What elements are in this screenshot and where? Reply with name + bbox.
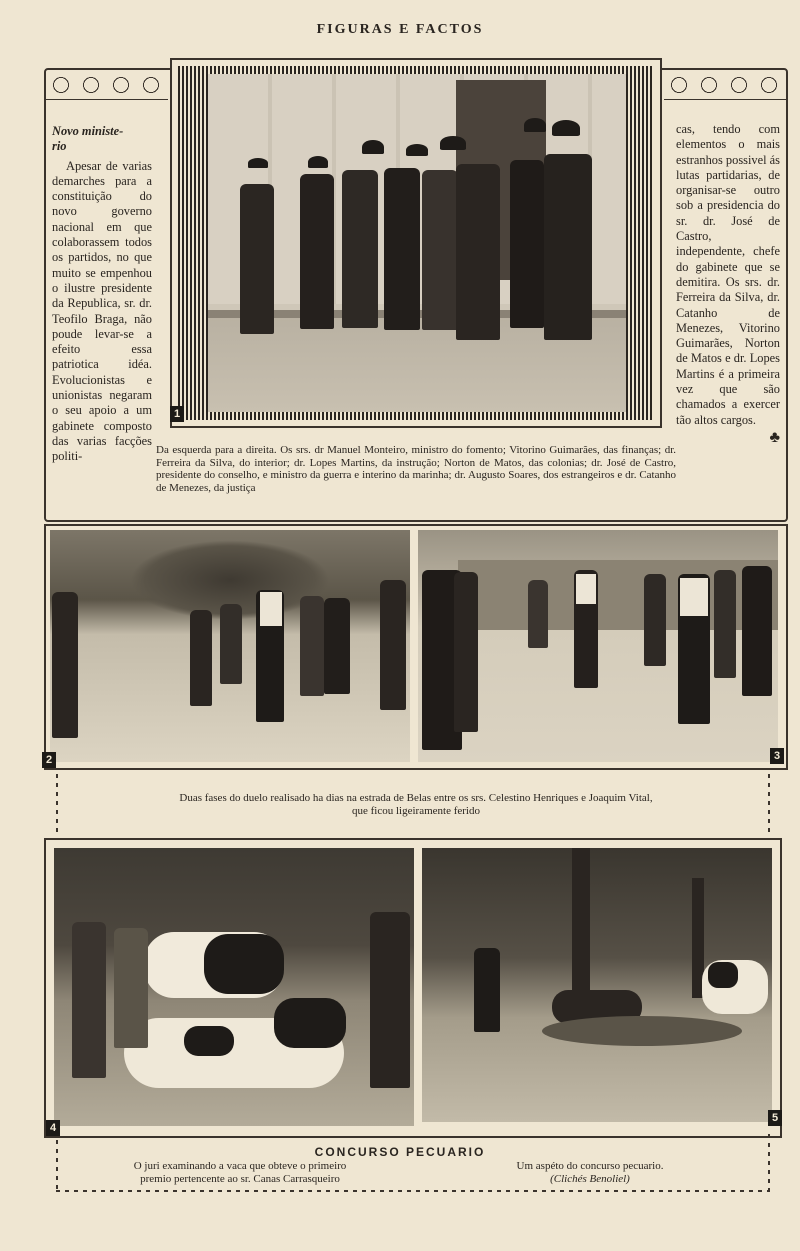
duel-caption-line1: Duas fases do duelo realisado ha dias na estrada de Belas entre os srs. Celestino Henriques e Joaquim Vital,: [179, 792, 653, 804]
right-ornament: [664, 70, 786, 100]
photo2-witness-2: [220, 604, 242, 684]
photo1-man-1: [240, 184, 274, 334]
photo1-man-5: [422, 170, 458, 330]
photo1-man-8: [544, 154, 592, 340]
photo3-duel-phase-2: [418, 530, 778, 762]
article-heading: Novo ministe- rio: [52, 124, 124, 154]
page-masthead: FIGURAS E FACTOS: [316, 22, 484, 37]
photo1-man-7: [510, 160, 544, 328]
article-left-text: Apesar de varias demarches para a constituição do novo governo nacional em que colaborassem todos os partidos, no que muito se empenhou o ilustre presidente da Republica, sr. dr. Teofilo Braga, não poude levar-se a efeito essa patriotica idéa. Evolucionistas e unionistas negaram o seu apoio a um gabinete composto das varias facções politi-: [52, 158, 152, 464]
left-ornament: [46, 70, 168, 100]
duel-caption-line2: que ficou ligeiramente ferido: [352, 804, 480, 817]
concurso-caption-right: [460, 1160, 720, 1185]
photo5-number: 5: [768, 1110, 782, 1126]
concurso-caption-left-line2: premio pertencente ao sr. Canas Carrasqueiro: [140, 1172, 340, 1185]
concurso-title: CONCURSO PECUARIO: [314, 1145, 486, 1159]
photo1-man-2: [300, 174, 334, 329]
article-right-column: [676, 122, 780, 445]
concurso-caption-left: [80, 1160, 400, 1185]
photo1-man-4: [384, 168, 420, 330]
photo3-number: 3: [770, 748, 784, 764]
article-left-column: [52, 124, 152, 465]
photo4-number: 4: [46, 1120, 60, 1136]
concurso-caption-left-line1: O juri examinando a vaca que obteve o primeiro: [133, 1160, 347, 1172]
photo3-witness-6: [742, 566, 772, 696]
photo1-caption: Da esquerda para a direita. Os srs. dr Manuel Monteiro, ministro do fomento; Vitorino Guimarães, das finanças; dr. Ferreira da Silva, do interior; dr. Lopes Martins, da instrução; Norton de Matos, das colonias; dr. José de Castro, presidente do conselho, e ministro da guerra e interino da marinha; dr. Augusto Soares, dos estrangeiros e dr. Catanho de Menezes, da justiça: [156, 444, 676, 494]
photo1-man-6: [456, 164, 500, 340]
photo2-witness-1: [52, 592, 78, 738]
photo1-man-3: [342, 170, 378, 328]
photo4-jury-member-3: [370, 912, 410, 1088]
photo3-witness-2: [454, 572, 478, 732]
photo2-number: 2: [42, 752, 56, 768]
duel-caption: [70, 792, 762, 817]
photo1-number: 1: [170, 406, 184, 422]
photo2-witness-5: [380, 580, 406, 710]
photo2-witness-4: [324, 598, 350, 694]
photo3-witness-4: [644, 574, 666, 666]
photo4-jury-member-1: [72, 922, 106, 1078]
photo4-jury-member-2: [114, 928, 148, 1048]
photo4-jury-cow: [54, 848, 414, 1126]
photo5-visitor: [474, 948, 500, 1032]
photo2-witness-3: [300, 596, 324, 696]
photo2-duel-phase-1: [50, 530, 410, 762]
concurso-caption-right-line1: Um aspéto do concurso pecuario.: [516, 1160, 664, 1172]
concurso-caption-right-line2: (Clichés Benoliel): [550, 1172, 630, 1185]
article-right-text: cas, tendo com elementos o mais estranhos possivel ás lutas partidarias, de organisar-se outro sob a presidencia do sr. dr. José de Castro, independente, chefe do gabinete que se demitira. Os srs. dr. Ferreira da Silva, dr. Catanho de Menezes, Vitorino Guimarães, Norton de Matos e dr. Lopes Martins é a primeira vez que são chamados a exercer tão altos cargos.: [676, 122, 780, 427]
photo3-witness-3: [528, 580, 548, 648]
photo3-witness-5: [714, 570, 736, 678]
photo5-contest-view: [422, 848, 772, 1122]
photo2-duelist-left: [190, 610, 212, 706]
article-end-mark: ♣: [769, 428, 780, 446]
photo1-ministers: [208, 74, 626, 412]
